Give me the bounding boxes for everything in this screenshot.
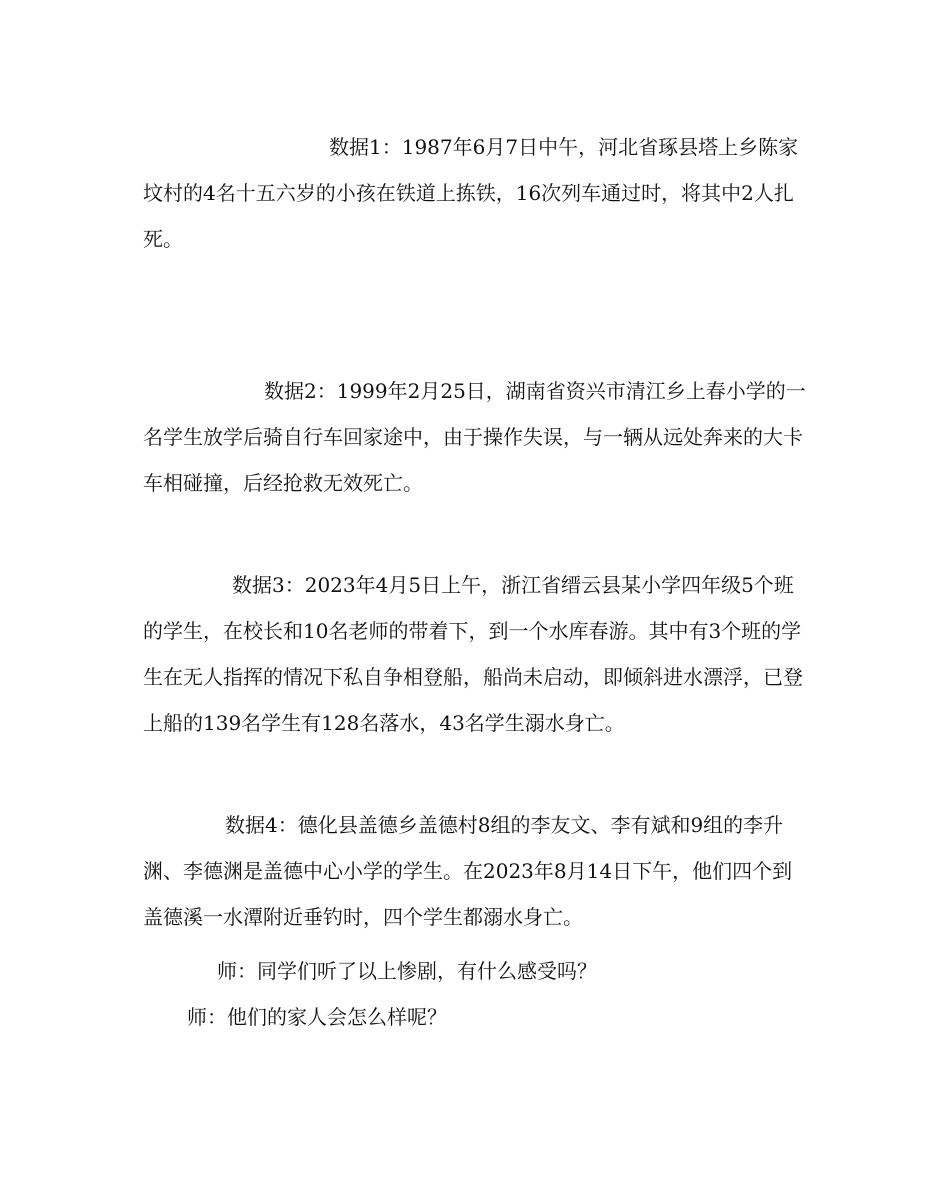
paragraph-data-4: 数据4：德化县盖德乡盖德村8组的李友文、李有斌和9组的李升渊、李德渊是盖德中心小学的学生。在2023年8月14日下午，他们四个到盖德溪一水潭附近垂钓时，四个学生都溺水身亡。 (143, 813, 793, 929)
paragraph-teacher-question-2: 师：他们的家人会怎么样呢？ (187, 1005, 447, 1029)
paragraph-data-1: 数据1：1987年6月7日中午，河北省琢县塔上乡陈家坟村的4名十五六岁的小孩在铁道上拣铁，16次列车通过时，将其中2人扎死。 (143, 135, 799, 251)
paragraph-data-3: 数据3：2023年4月5日上午，浙江省缙云县某小学四年级5个班的学生，在校长和10名老师的带着下，到一个水库春游。其中有3个班的学生在无人指挥的情况下私自争相登船，船尚未启动，即倾斜进水漂浮，已登上船的139名学生有128名落水，43名学生溺水身亡。 (143, 573, 803, 735)
paragraph-teacher-question-1: 师：同学们听了以上惨剧，有什么感受吗？ (217, 959, 597, 983)
paragraph-data-2: 数据2：1999年2月25日，湖南省资兴市清江乡上春小学的一名学生放学后骑自行车回家途中，由于操作失误，与一辆从远处奔来的大卡车相碰撞，后经抢救无效死亡。 (143, 379, 806, 495)
